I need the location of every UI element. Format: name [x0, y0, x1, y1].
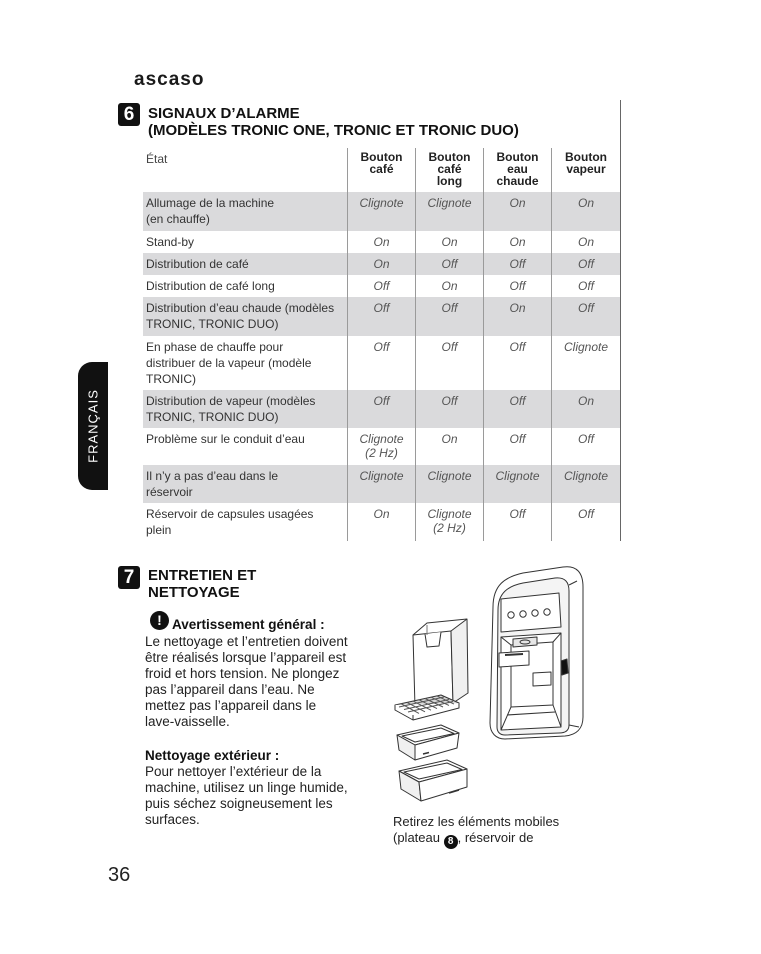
- state-label: Il n’y a pas d’eau dans le réservoir: [146, 469, 279, 499]
- state-label: Distribution d’eau chaude (modèles TRONIC, TRONIC DUO): [146, 301, 335, 331]
- value-bouton-cafe: Off: [347, 297, 415, 336]
- header-bouton-cafe: Bouton café: [347, 148, 415, 192]
- value-bouton-cafe-long: Off: [415, 336, 483, 390]
- language-tab-label: FRANÇAIS: [85, 389, 101, 463]
- value-bouton-cafe-long: Off: [415, 253, 483, 275]
- value-bouton-vapeur: On: [551, 390, 620, 428]
- brand-logo: ascaso: [134, 69, 205, 90]
- value-bouton-cafe: Off: [347, 390, 415, 428]
- value-bouton-eau-chaude: Off: [483, 253, 551, 275]
- table-row: [143, 428, 620, 465]
- table-row: [143, 336, 620, 390]
- header-bouton-cafe-long: Bouton café long: [415, 148, 483, 192]
- part-number-badge: 8: [444, 835, 458, 849]
- value-bouton-cafe: On: [347, 503, 415, 541]
- caption-line-2: [393, 830, 559, 849]
- table-row: [143, 231, 620, 253]
- table-row: [143, 192, 620, 231]
- value-bouton-vapeur: Off: [551, 428, 620, 465]
- value-bouton-vapeur: Clignote: [551, 465, 620, 503]
- language-side-tab: [78, 362, 108, 490]
- value-bouton-cafe-long: On: [415, 231, 483, 253]
- section-number-badge: 6: [118, 103, 140, 126]
- section-number-badge: 7: [118, 566, 140, 589]
- value-bouton-cafe: On: [347, 231, 415, 253]
- warning-heading: Avertissement général :: [172, 617, 325, 632]
- value-bouton-vapeur: Clignote: [551, 336, 620, 390]
- value-bouton-cafe: Off: [347, 275, 415, 297]
- state-label: Stand-by: [146, 235, 195, 249]
- value-bouton-cafe: Clignote (2 Hz): [347, 428, 415, 465]
- caption-line-1: Retirez les éléments mobiles: [393, 814, 560, 829]
- value-bouton-eau-chaude: Off: [483, 275, 551, 297]
- value-bouton-eau-chaude: On: [483, 231, 551, 253]
- value-bouton-vapeur: On: [551, 231, 620, 253]
- value-bouton-vapeur: Off: [551, 297, 620, 336]
- value-bouton-eau-chaude: Off: [483, 336, 551, 390]
- table-row: [143, 465, 620, 503]
- state-label: Allumage de la machine (en chauffe): [146, 196, 275, 226]
- value-bouton-vapeur: On: [551, 192, 620, 231]
- value-bouton-eau-chaude: On: [483, 297, 551, 336]
- value-bouton-eau-chaude: Off: [483, 503, 551, 541]
- value-bouton-eau-chaude: Clignote: [483, 465, 551, 503]
- exterior-cleaning-heading: Nettoyage extérieur :: [145, 748, 280, 763]
- value-bouton-eau-chaude: Off: [483, 390, 551, 428]
- value-bouton-cafe: Clignote: [347, 192, 415, 231]
- value-bouton-cafe-long: Clignote (2 Hz): [415, 503, 483, 541]
- drip-tray: [397, 725, 459, 760]
- value-bouton-cafe-long: Off: [415, 297, 483, 336]
- illustration-caption: [393, 814, 559, 849]
- table-row: [143, 253, 620, 275]
- value-bouton-vapeur: Off: [551, 253, 620, 275]
- table-row: [143, 275, 620, 297]
- value-bouton-eau-chaude: On: [483, 192, 551, 231]
- exterior-cleaning-text: Pour nettoyer l’extérieur de la machine, utilisez un linge humide, puis séchez soigneusement les surfaces.: [145, 764, 348, 827]
- table-row: [143, 390, 620, 428]
- table-row: [143, 297, 620, 336]
- coffee-machine-illustration: [383, 555, 608, 810]
- table-right-rule: [620, 100, 621, 541]
- value-bouton-eau-chaude: Off: [483, 428, 551, 465]
- drip-grid: [395, 695, 459, 720]
- warning-text: Le nettoyage et l’entretien doivent être réalisés lorsque l’appareil est froid et hors tension. Ne plongez pas l’appareil dans l’eau. Ne mettez pas l’appareil dans le lave-vaisselle.: [145, 634, 348, 729]
- alarm-signals-table: [143, 148, 620, 541]
- header-state: État: [146, 152, 168, 166]
- value-bouton-cafe-long: Clignote: [415, 465, 483, 503]
- value-bouton-cafe-long: On: [415, 428, 483, 465]
- table-row: [143, 503, 620, 541]
- state-label: Distribution de café: [146, 257, 249, 271]
- header-bouton-vapeur: Bouton vapeur: [551, 148, 620, 192]
- value-bouton-vapeur: Off: [551, 503, 620, 541]
- page-number: 36: [108, 864, 131, 886]
- value-bouton-cafe: Off: [347, 336, 415, 390]
- value-bouton-cafe-long: Off: [415, 390, 483, 428]
- value-bouton-vapeur: Off: [551, 275, 620, 297]
- header-bouton-eau-chaude: Bouton eau chaude: [483, 148, 551, 192]
- capsule-drawer: [399, 760, 467, 801]
- section-title: ENTRETIEN ET NETTOYAGE: [148, 567, 257, 601]
- value-bouton-cafe-long: Clignote: [415, 192, 483, 231]
- caption-line-2-start: (plateau: [393, 830, 444, 845]
- caption-line-2-end: , réservoir de: [457, 830, 534, 845]
- value-bouton-cafe: Clignote: [347, 465, 415, 503]
- exclamation-circle-icon: !: [150, 611, 169, 630]
- water-tank: [413, 619, 468, 707]
- state-label: Distribution de vapeur (modèles TRONIC, TRONIC DUO): [146, 394, 316, 424]
- state-label: En phase de chauffe pour distribuer de la vapeur (modèle TRONIC): [146, 340, 312, 386]
- state-label: Distribution de café long: [146, 279, 275, 293]
- state-label: Problème sur le conduit d’eau: [146, 432, 305, 446]
- machine-body: [490, 567, 583, 739]
- section-title: SIGNAUX D’ALARME (MODÈLES TRONIC ONE, TRONIC ET TRONIC DUO): [148, 105, 519, 139]
- value-bouton-cafe: On: [347, 253, 415, 275]
- table-header-row: [143, 148, 620, 192]
- state-label: Réservoir de capsules usagées plein: [146, 507, 314, 537]
- value-bouton-cafe-long: On: [415, 275, 483, 297]
